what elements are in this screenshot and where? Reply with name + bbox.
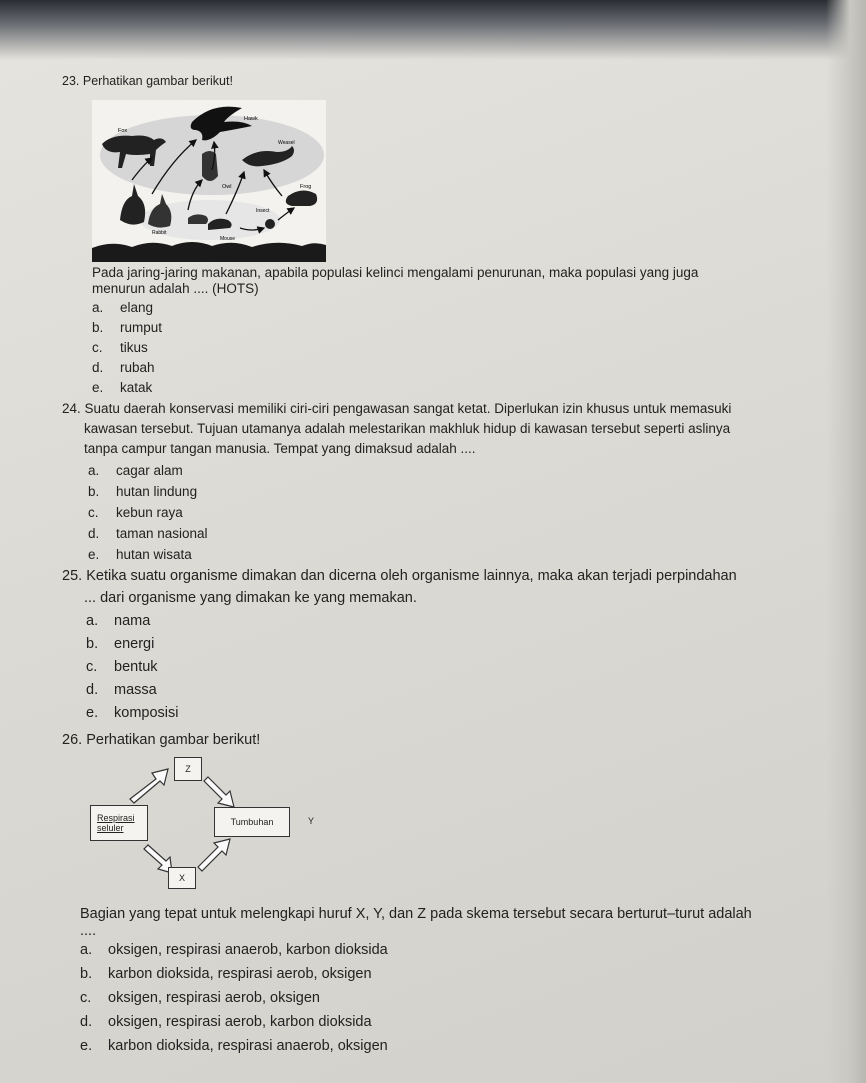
q26-option-b[interactable]: b. karbon dioksida, respirasi aerob, oksigen	[80, 966, 372, 982]
q23-option-b[interactable]: b. rumput	[92, 320, 163, 335]
q24-option-b[interactable]: b. hutan lindung	[88, 484, 198, 499]
q24-option-c[interactable]: c. kebun raya	[88, 505, 183, 520]
q24-line2: kawasan tersebut. Tujuan utamanya adalah melestarikan makhluk hidup di kawasan tersebut seperti aslinya	[84, 421, 731, 436]
q26-option-d[interactable]: d. oksigen, respirasi aerob, karbon dioksida	[80, 1014, 372, 1030]
q25-option-e[interactable]: e. komposisi	[86, 705, 179, 721]
q23-intro: Perhatikan gambar berikut!	[82, 74, 233, 88]
box-tumbuhan: Tumbuhan	[214, 807, 290, 837]
arrow-respirasi-to-z	[130, 769, 168, 803]
box-z: Z	[174, 757, 202, 781]
label-hawk: Hawk	[244, 116, 258, 122]
q24-line3: tanpa campur tangan manusia. Tempat yang dimaksud adalah ....	[84, 441, 476, 456]
q23-text-line1: Pada jaring-jaring makanan, apabila populasi kelinci mengalami penurunan, maka populasi yang juga	[92, 265, 699, 280]
q24-line1: 24. Suatu daerah konservasi memiliki ciri-ciri pengawasan sangat ketat. Diperlukan izin khusus untuk memasuki	[62, 401, 732, 416]
q23-heading	[62, 73, 233, 89]
label-fox: Fox	[118, 128, 128, 134]
q24-option-a[interactable]: a. cagar alam	[88, 463, 183, 478]
insect-silhouette	[265, 219, 275, 229]
arrow-x-to-tumbuhan	[198, 839, 230, 871]
q26-option-e[interactable]: e. karbon dioksida, respirasi anaerob, oksigen	[80, 1038, 388, 1054]
q26-option-c[interactable]: c. oksigen, respirasi aerob, oksigen	[80, 990, 320, 1006]
q25-option-d[interactable]: d. massa	[86, 682, 157, 698]
q25-option-c[interactable]: c. bentuk	[86, 659, 158, 675]
label-insect: Insect	[256, 208, 270, 214]
owl-silhouette	[202, 151, 218, 181]
label-owl: Owl	[222, 184, 232, 190]
q25-option-a[interactable]: a. nama	[86, 613, 151, 629]
arrow-z-to-tumbuhan	[204, 777, 234, 807]
q23-text-line2: menurun adalah .... (HOTS)	[92, 281, 259, 296]
q25-line1: 25. Ketika suatu organisme dimakan dan dicerna oleh organisme lainnya, maka akan terjadi perpindahan	[62, 568, 737, 584]
food-web-image	[92, 100, 326, 262]
label-mouse: Mouse	[220, 236, 236, 242]
q26-ellipsis: ....	[80, 923, 97, 939]
q23-option-e[interactable]: e. katak	[92, 380, 153, 395]
box-x: X	[168, 867, 196, 889]
box-respirasi-seluler: Respirasi seluler	[90, 805, 148, 841]
q23-number: 23.	[62, 74, 80, 88]
q23-option-d[interactable]: d. rubah	[92, 360, 155, 375]
q23-option-c[interactable]: c. tikus	[92, 340, 148, 355]
q26-option-a[interactable]: a. oksigen, respirasi anaerob, karbon dioksida	[80, 942, 388, 958]
respiration-cycle-diagram	[86, 755, 326, 890]
label-y: Y	[308, 816, 315, 826]
q24-option-d[interactable]: d. taman nasional	[88, 526, 208, 541]
label-rabbit: Rabbit	[152, 230, 167, 236]
q26-question: Bagian yang tepat untuk melengkapi huruf X, Y, dan Z pada skema tersebut secara berturut–turut adalah	[80, 906, 752, 922]
label-weasel: Weasel	[278, 140, 295, 146]
q25-option-b[interactable]: b. energi	[86, 636, 155, 652]
q24-option-e[interactable]: e. hutan wisata	[88, 547, 192, 562]
q25-line2: ... dari organisme yang dimakan ke yang memakan.	[84, 590, 417, 606]
label-frog: Frog	[300, 184, 312, 190]
q23-option-a[interactable]: a. elang	[92, 300, 154, 315]
q26-heading: 26. Perhatikan gambar berikut!	[62, 732, 261, 748]
